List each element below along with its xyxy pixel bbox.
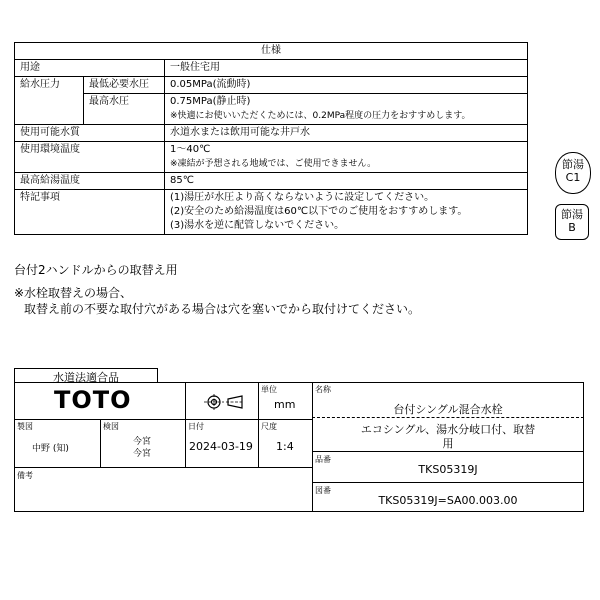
remarks-label: 備考	[17, 471, 33, 480]
caution-line-2: 取替え前の不要な取付穴がある場合は穴を塞いでから取付けてください。	[24, 302, 421, 316]
scale-label: 尺度	[261, 422, 277, 431]
hot-water-label: 最高給湯温度	[15, 173, 165, 190]
product-description: エコシングル、湯水分岐口付、取替	[360, 423, 536, 436]
env-temp-note: ※凍結が予想される地域では、ご使用できません。	[170, 159, 377, 169]
water-quality-value: 水道水または飲用可能な井戸水	[165, 125, 528, 142]
checked-value: 今宮	[133, 437, 152, 447]
part-number: TKS05319J	[418, 463, 478, 476]
env-temp-cell	[165, 142, 528, 173]
usage-value: 一般住宅用	[165, 60, 528, 77]
note-item: (1)湯圧が水圧より高くならないように設定してください。	[170, 192, 435, 203]
date-value: 2024-03-19	[189, 440, 253, 453]
drawing-number: TKS05319J=SA00.003.00	[378, 494, 518, 507]
unit-label: 単位	[261, 385, 277, 394]
spec-table	[14, 42, 528, 235]
product-name: 台付シングル混合水栓	[393, 403, 503, 416]
scale-value: 1:4	[276, 440, 294, 453]
badge-bottom-text: B	[568, 221, 576, 234]
water-quality-label: 使用可能水質	[15, 125, 165, 142]
toto-logo: TOTO	[54, 386, 132, 414]
note-item: (3)湯水を逆に配管しないでください。	[170, 220, 345, 231]
notes-cell	[165, 190, 528, 235]
water-saving-b-badge	[555, 204, 589, 240]
date-label: 日付	[188, 422, 204, 431]
max-pressure-label: 最高水圧	[84, 94, 165, 125]
divider	[312, 482, 584, 483]
note-item: (2)安全のため給湯温度は60℃以下でのご使用をおすすめします。	[170, 206, 468, 217]
badge-bottom-text: C1	[565, 171, 581, 184]
checked-label: 検図	[103, 422, 119, 431]
divider	[185, 382, 186, 467]
caution-line-1: ※水栓取替えの場合、	[14, 286, 133, 300]
pressure-note: ※快適にお使いいただくためには、0.2MPa程度の圧力をおすすめします。	[170, 111, 471, 121]
notes-label: 特記事項	[15, 190, 165, 235]
divider	[100, 419, 101, 467]
drawn-value: 中野 (知)	[32, 444, 69, 454]
hot-water-value: 85℃	[165, 173, 528, 190]
pressure-label: 給水圧力	[15, 77, 84, 125]
badge-top-text: 節湯	[562, 158, 584, 171]
checked-value: 今宮	[133, 449, 152, 459]
usage-label: 用途	[15, 60, 165, 77]
min-pressure-value: 0.05MPa(流動時)	[165, 77, 528, 94]
dashed-divider	[312, 417, 584, 418]
divider	[14, 467, 312, 468]
replacement-note: 台付2ハンドルからの取替え用	[14, 263, 178, 277]
projection-symbol-icon	[200, 392, 248, 412]
min-pressure-label: 最低必要水圧	[84, 77, 165, 94]
water-saving-c1-badge	[555, 152, 591, 194]
divider	[312, 451, 584, 452]
name-label: 名称	[315, 385, 331, 394]
divider	[14, 419, 312, 420]
drawn-label: 製図	[17, 422, 33, 431]
approval-label: 水道法適合品	[53, 371, 119, 384]
max-pressure-value: 0.75MPa(静止時)	[170, 96, 251, 107]
max-pressure-cell	[165, 94, 528, 125]
divider	[258, 382, 259, 419]
part-label: 品番	[315, 455, 331, 464]
spec-title: 仕様	[15, 43, 528, 60]
badge-top-text: 節湯	[561, 208, 583, 221]
env-temp-label: 使用環境温度	[15, 142, 165, 173]
drawing-label: 図番	[315, 486, 331, 495]
env-temp-value: 1〜40℃	[170, 144, 211, 155]
divider	[258, 419, 259, 467]
unit-value: mm	[274, 398, 296, 411]
product-description-cont: 用	[442, 437, 454, 450]
